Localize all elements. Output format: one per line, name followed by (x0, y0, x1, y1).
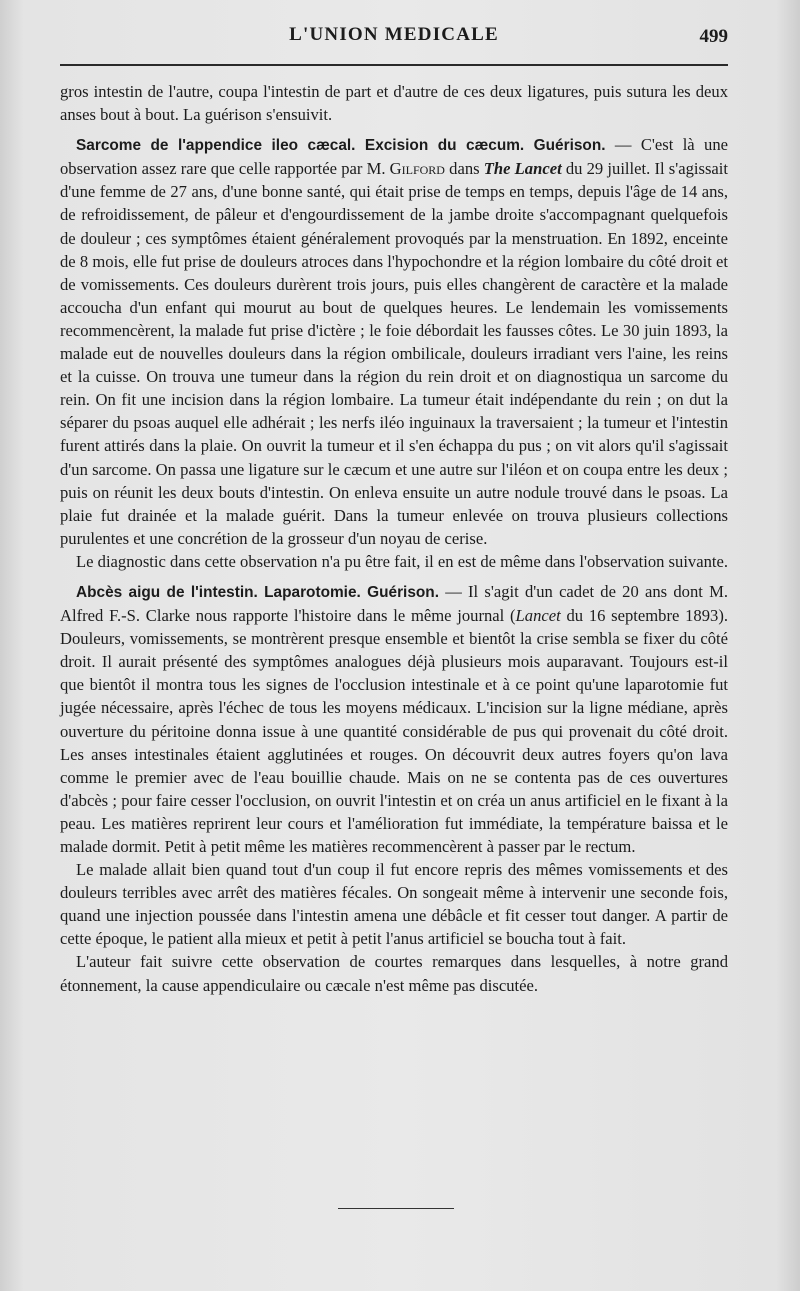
text-run: dans (444, 159, 484, 179)
paragraph-diagnostic: Le diagnostic dans cette observation n'a pu être fait, il en est de même dans l'observation suivante. (76, 551, 729, 571)
paragraph-continuation: gros intestin de l'autre, coupa l'intestin de part et d'autre de ces deux ligatures, puis sutura les deux anses bout à bout. La guérison s'ensuivit. (60, 82, 728, 125)
journal-title: Lancet (515, 606, 561, 626)
paragraph-remarques: L'auteur fait suivre cette observation de courtes remarques dans lesquelles, à notre grand étonnement, la cause appendiculaire ou cæcale n'est même pas discutée. (60, 952, 728, 995)
end-rule (338, 1208, 454, 1209)
paragraph-rechute: Le malade allait bien quand tout d'un coup il fut encore repris des mêmes vomissements et des douleurs terribles avec arrêt des matières fécales. On songeait même à intervenir une seconde fois, quand une injection poussée dans l'intestin amena une débâcle et fit cesser tout danger. A partir de cette époque, le patient alla mieux et petit à petit l'anus artificiel se boucha tout à fait. (60, 860, 728, 949)
text-run: du 29 juillet. Il s'agissait d'une femme de 27 ans, d'une bonne santé, qui était prise de temps en temps, depuis l'âge de 14 ans, de refroidissement, de pâleur et d'engourdissement de la jambe droite s'accompagnant quelquefois de douleur ; ces symptômes étaient généralement provoqués par la menstruation. En 1892, enceinte de 8 mois, elle fut prise de douleurs atroces dans l'hypochondre et la région lombaire du côté droit et de vomissements. Ces douleurs durèrent trois jours, puis elles changèrent de caractère et la malade accoucha d'un enfant qui mourut au bout de quelques heures. Le lendemain les vomissements recommencèrent, la malade fut prise d'ictère ; le foie débordait les fausses côtes. Le 30 juin 1893, la malade eut de nouvelles douleurs dans la région ombilicale, douleurs irradiant vers l'aine, les reins et la cuisse. On trouva une tumeur dans la région du rein droit et on diagnostiqua un sarcome du rein. On fit une incision dans la région lombaire. La tumeur était indépendante du rein ; on dut la séparer du psoas auquel elle adhérait ; les nerfs iléo inguinaux la traversaient ; la tumeur et l'intestin furent attirés dans la plaie. On ouvrit la tumeur et il s'en échappa du pus ; on vit alors qu'il s'agissait d'un sarcome. On passa une ligature sur le cæcum et une autre sur l'iléon et on coupa entre les deux ; puis on réunit les deux bouts d'intestin. On enleva ensuite un autre nodule trouvé dans le psoas. La plaie fut drainée et la malade guérit. Dans la tumeur enlevée on trouva plusieurs collections purulentes et une concrétion de la grosseur d'un noyau de cerise. (60, 159, 728, 548)
section-heading-abces: Abcès aigu de l'intestin. Laparotomie. Guérison. (76, 583, 439, 601)
body-text (60, 80, 728, 997)
text-run: — C'est là une observation assez rare que celle rapportée par M. (60, 135, 728, 179)
author-name: Gilford (389, 159, 445, 179)
journal-title: The Lancet (483, 159, 562, 179)
page-number: 499 (699, 26, 728, 47)
paragraph-sarcome (60, 133, 728, 550)
text-run: — Il s'agit d'un cadet de 20 ans dont M. Alfred F.-S. Clarke nous rapporte l'histoire dans le même journal ( (60, 581, 728, 626)
paragraph-abces (60, 580, 728, 858)
running-head (60, 24, 728, 52)
text-run: du 16 septembre 1893). Douleurs, vomissements, se montrèrent presque ensemble et bientôt la crise sembla se fixer du côté droit. Il aurait présenté des symptômes analogues déjà plusieurs mois auparavant. Toujours est-il que bientôt il montra tous les signes de l'occlusion intestinale et à ce point qu'une laparotomie fut jugée nécessaire, après l'échec de tous les moyens médicaux. L'incision sur la ligne médiane, après ouverture du péritoine donna issue à une quantité considérable de pus qui provenait du côté droit. Les anses intestinales étaient agglutinées et rouges. On découvrit deux autres foyers qu'on lava comme le premier avec de l'eau bouillie chaude. Mais on ne se contenta pas de ces ouvertures d'abcès ; pour faire cesser l'occlusion, on ouvrit l'intestin et on créa un anus artificiel en le fixant à la peau. Les matières reprirent leur cours et l'amélioration fut immédiate, la température baissa et le malade dormit. Petit à petit même les matières recommencèrent à passer par le rectum. (60, 606, 728, 856)
running-title: L'UNION MEDICALE (289, 24, 499, 45)
section-heading-sarcome: Sarcome de l'appendice ileo cæcal. Excision du cæcum. Guérison. (76, 137, 606, 155)
header-rule (60, 64, 728, 66)
